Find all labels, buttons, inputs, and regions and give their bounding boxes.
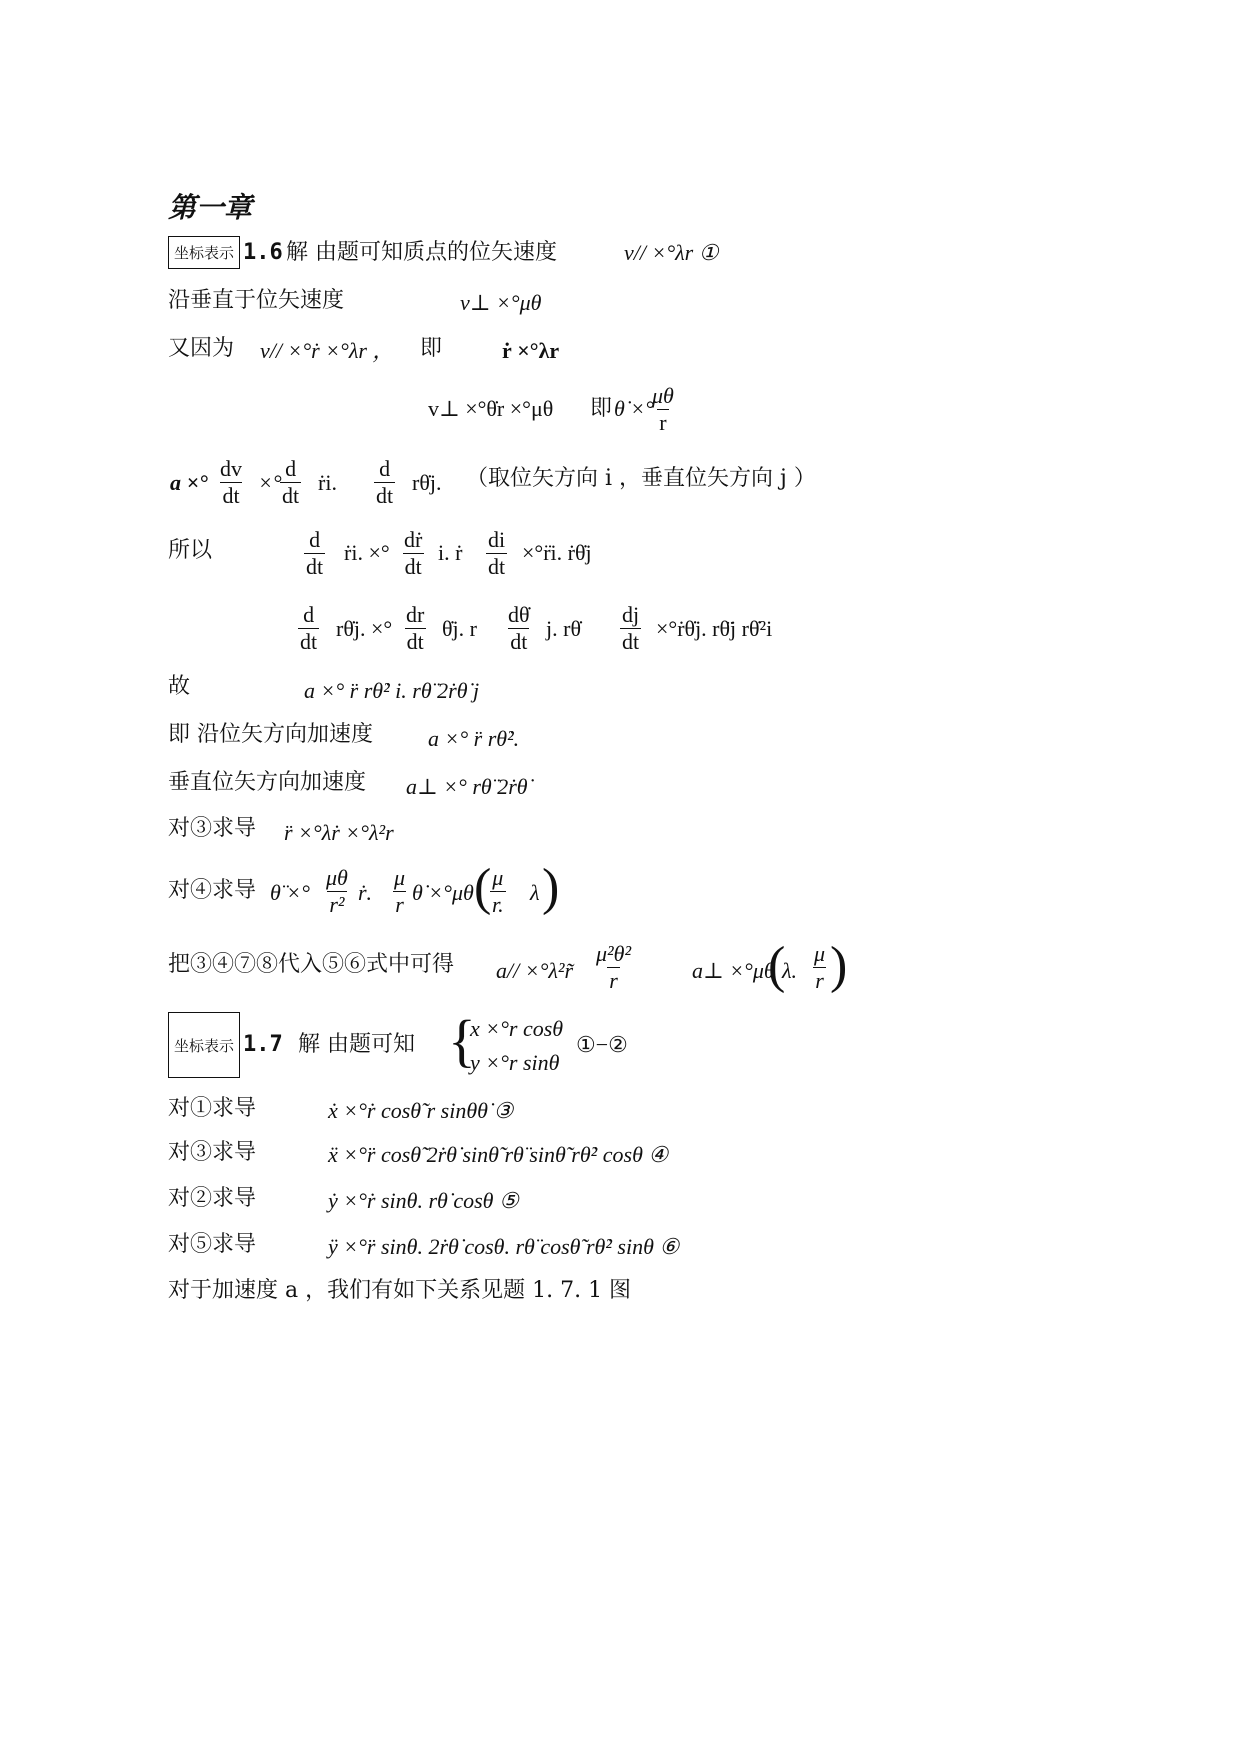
right-parenthesis: ) — [542, 859, 560, 916]
denominator: dt — [622, 629, 640, 654]
fraction — [620, 603, 641, 654]
fraction — [392, 866, 407, 917]
denominator: r — [659, 410, 667, 435]
equation: ẋ ×°ṙ cosθ̃ r sinθθ̇ ③ — [328, 1098, 514, 1123]
solution-text: 对③求导 — [168, 1140, 257, 1165]
equation: θ̇ ×° — [614, 396, 654, 421]
solution-text: 对⑤求导 — [168, 1232, 257, 1257]
denominator: r — [395, 892, 404, 917]
solution-text: 对于加速度 a ，我们有如下关系见题 1. 7. 1 图 — [168, 1278, 632, 1303]
right-parenthesis: ) — [830, 937, 848, 994]
solution-text: 即 — [590, 396, 613, 421]
equation: ×° — [258, 470, 282, 495]
fraction — [650, 384, 676, 435]
numerator: di — [488, 527, 506, 552]
solution-text: 沿垂直于位矢速度 — [168, 288, 345, 313]
denominator: dt — [282, 483, 300, 508]
numerator: μ — [492, 865, 504, 890]
denominator: dt — [488, 554, 506, 579]
numerator: d — [303, 602, 315, 627]
equation: λ — [530, 880, 540, 905]
solution-text: 所以 — [168, 538, 213, 563]
equation: ×°r̈i. ṙθ̇j — [522, 540, 592, 565]
solution-text: 对④求导 — [168, 878, 257, 903]
numerator: dr — [406, 602, 425, 627]
system-equation-2: y ×°r sinθ — [470, 1050, 560, 1075]
numerator: d — [379, 456, 391, 481]
equation: ÿ ×°r̈ sinθ. 2ṙθ̇ cosθ. rθ̈ cosθ̃ rθ̇² sinθ ⑥ — [328, 1234, 680, 1259]
equation: a ×° r̈ rθ̇². — [428, 726, 520, 751]
fraction — [402, 528, 424, 579]
equation: ṙi. ×° — [344, 540, 390, 565]
direction-note: （取位矢方向 i ，垂直位矢方向 j ） — [466, 466, 816, 491]
solution-text: 即 — [420, 336, 443, 361]
numerator: d — [285, 456, 297, 481]
equation: a⊥ ×° rθ̈ 2ṙθ̇ — [406, 774, 528, 799]
fraction — [218, 457, 244, 508]
denominator: dt — [306, 554, 324, 579]
fraction — [404, 603, 426, 654]
denominator: dt — [376, 483, 394, 508]
equation: i. ṙ — [438, 540, 463, 565]
equation: j. rθ̇ — [546, 616, 581, 641]
fraction — [298, 603, 319, 654]
denominator: r² — [329, 892, 345, 917]
numerator: μθ — [326, 865, 348, 890]
numerator: μθ — [652, 383, 674, 408]
numerator: μ²θ² — [596, 941, 632, 966]
denominator: dt — [510, 629, 528, 654]
denominator: dt — [300, 629, 318, 654]
solution-text: 对①求导 — [168, 1096, 257, 1121]
numerator: μ — [814, 941, 826, 966]
fraction — [594, 942, 633, 993]
equation: ẍ ×°r̈ cosθ̃ 2ṙθ̇ sinθ̃ rθ̈ sinθ̃ rθ̇² cosθ ④ — [328, 1142, 669, 1167]
coordinate-tag: 坐标表示 — [168, 1012, 240, 1078]
denominator: r — [815, 968, 824, 993]
equation: rθ̇j. ×° — [336, 616, 393, 641]
fraction — [374, 457, 395, 508]
equation: θ̇j. r — [442, 616, 477, 641]
solution-text: 把③④⑦⑧代入⑤⑥式中可得 — [168, 952, 455, 977]
denominator: dt — [222, 483, 240, 508]
equation: rθ̇j. — [412, 470, 442, 495]
fraction — [506, 603, 532, 654]
equation: θ̇ ×°μθ — [412, 880, 474, 905]
fraction — [812, 942, 827, 993]
chapter-title: 第一章 — [168, 191, 253, 224]
solution-text: 对②求导 — [168, 1186, 257, 1211]
numerator: dj — [622, 602, 640, 627]
equation: ṙi. — [318, 470, 337, 495]
equation: r̈ ×°λṙ ×°λ²r — [284, 820, 394, 845]
equation: v// ×°λr ① — [624, 240, 719, 265]
solution-text: 垂直位矢方向加速度 — [168, 770, 367, 795]
equation: a ×° r̈ rθ̇² i. rθ̈ 2ṙθ̇ j — [304, 678, 480, 703]
equation: v⊥ ×°μθ — [460, 290, 542, 315]
numerator: μ — [394, 865, 406, 890]
fraction — [280, 457, 301, 508]
equation: a ×° — [170, 470, 208, 495]
equation-reference: ①−② — [576, 1032, 628, 1057]
numerator: d — [309, 527, 321, 552]
solution-text: 解 由题可知 — [298, 1032, 415, 1057]
denominator: r — [609, 968, 618, 993]
solution-text: 解 由题可知质点的位矢速度 — [286, 240, 557, 265]
equation: ṙ. — [358, 880, 373, 905]
equation: ṙ ×°λr — [502, 338, 560, 363]
denominator: r. — [492, 892, 504, 917]
left-parenthesis: ( — [474, 859, 492, 916]
fraction — [490, 866, 506, 917]
equation: a⊥ ×°μθ — [692, 958, 775, 983]
numerator: dθ̇ — [508, 602, 530, 627]
system-brace: { — [448, 1008, 476, 1073]
denominator: dt — [406, 629, 424, 654]
numerator: dv — [220, 456, 242, 481]
fraction — [486, 528, 507, 579]
solution-text: 对③求导 — [168, 816, 257, 841]
coordinate-tag: 坐标表示 — [168, 236, 240, 269]
denominator: dt — [404, 554, 422, 579]
solution-text: 即 沿位矢方向加速度 — [168, 722, 373, 747]
problem-number: 1.6 — [243, 240, 283, 265]
numerator: dṙ — [404, 527, 423, 552]
equation: θ̈ ×° — [270, 880, 310, 905]
equation: ẏ ×°ṙ sinθ. rθ̇ cosθ ⑤ — [328, 1188, 519, 1213]
solution-text: 又因为 — [168, 336, 235, 361]
fraction — [324, 866, 350, 917]
equation: a// ×°λ²r̃ — [496, 958, 574, 983]
equation: ×°ṙθ̇j. rθ̈j rθ̇²i — [656, 616, 773, 641]
fraction — [304, 528, 325, 579]
problem-number: 1.7 — [243, 1032, 283, 1057]
equation: λ. — [782, 958, 798, 983]
system-equation-1: x ×°r cosθ — [470, 1016, 564, 1041]
equation: v// ×°ṙ ×°λr ， — [260, 338, 395, 363]
equation: v⊥ ×°θ̇r ×°μθ — [428, 396, 554, 421]
left-parenthesis: ( — [768, 937, 786, 994]
solution-text: 故 — [168, 674, 191, 699]
